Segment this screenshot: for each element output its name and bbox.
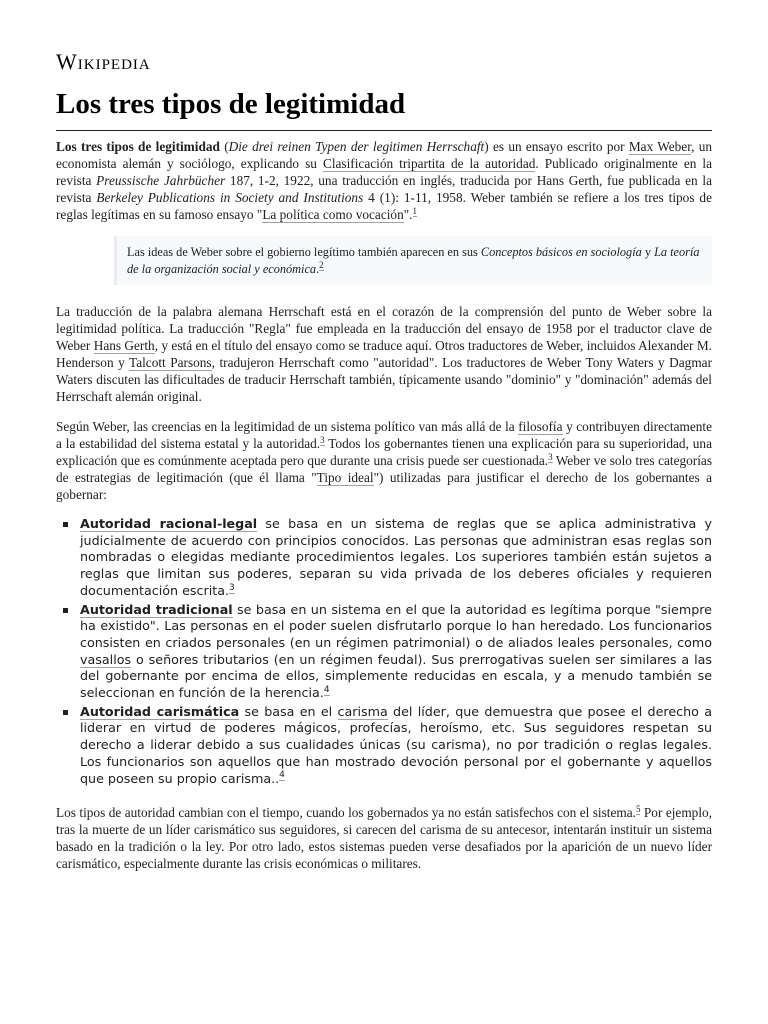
text: . xyxy=(316,262,320,276)
reference-3[interactable]: 3 xyxy=(320,434,325,445)
link-clasificacion-tripartita[interactable]: Clasificación tripartita de la autoridad xyxy=(322,156,536,171)
link-carisma[interactable]: carisma xyxy=(337,703,388,719)
link-talcott-parsons[interactable]: Talcott Parsons xyxy=(129,355,212,370)
reference-1[interactable]: 1 xyxy=(412,205,417,216)
text: La traducción de la palabra alemana Herrschaft está en el corazón de la comprensión del punto de Weber sobre la legitimidad política. La traducción "Regla" fue empleada en la traducción del ensayo de 1958 por el traductor clave de Weber xyxy=(56,304,712,353)
text: se basa en un sistema de reglas que se aplica administrativa y judicialmente de acuerdo con principios conocidos. Las personas que administran esas reglas son nombradas o elegidas mediante procedimientos legales. Los superiores también están sujetos a reglas que limitan sus poderes, separan su vida privada de los deberes oficiales y requieren documentación escrita. xyxy=(80,516,712,598)
intro-bold-title: Los tres tipos de legitimidad xyxy=(56,139,220,154)
journal-preussische: Preussische Jahrbücher xyxy=(96,173,226,188)
link-filosofia[interactable]: filosofía xyxy=(518,419,563,434)
text: Las ideas de Weber sobre el gobierno legítimo también aparecen en sus xyxy=(127,245,481,259)
list-item xyxy=(80,602,712,702)
translation-paragraph xyxy=(56,303,712,405)
wikipedia-logo[interactable]: Wikipedia xyxy=(56,49,151,74)
text: se basa en un sistema en el que la autoridad es legítima porque "siempre ha existido". Las personas en el poder suelen disfrutarlo porque lo han heredado. Los funcionarios consisten en criados personales (en un régimen patrimonial) o de aliados leales personales, como xyxy=(80,601,712,650)
link-autoridad-tradicional[interactable]: Autoridad tradicional xyxy=(80,601,233,617)
text: . Publicado originalmente en la revista xyxy=(56,156,713,188)
reference-3[interactable]: 3 xyxy=(548,451,553,462)
text: Los tipos de autoridad cambian con el tiempo, cuando los gobernados ya no están satisfechos con el sistema. xyxy=(56,805,636,821)
link-vasallos[interactable]: vasallos xyxy=(80,651,132,667)
text: , tradujeron Herrschaft como "autoridad". Los traductores de Weber Tony Waters y Dagmar Waters discuten las dificultades de traducir Herrschaft también, típicamente usando "dominio" y "dominación" además del Herrschaft alemán original. xyxy=(56,355,712,404)
link-la-politica-como-vocacion[interactable]: La política como vocación xyxy=(262,207,404,222)
text: 187, 1-2, 1922, una traducción en inglés, traducida por Hans Gerth, fue publicada en la revista xyxy=(56,173,712,205)
link-autoridad-racional-legal[interactable]: Autoridad racional-legal xyxy=(80,516,258,531)
text: ) es un ensayo escrito por xyxy=(484,139,629,154)
book-conceptos: Conceptos básicos en sociología xyxy=(480,245,642,259)
legitimacy-paragraph xyxy=(56,418,712,503)
intro-paragraph xyxy=(56,138,712,223)
text: Por ejemplo, tras la muerte de un líder carismático sus seguidores, si carecen del carisma de su antecesor, intentarán instituir un sistema basado en la tradición o la ley. Por otro lado, estos sistemas pueden verse desafiados por la aparición de un nuevo líder carismático, especialmente durante las crisis económicas o militares. xyxy=(56,805,712,872)
change-paragraph xyxy=(56,804,712,872)
text: y xyxy=(641,245,655,259)
reference-2[interactable]: 2 xyxy=(319,259,324,270)
link-hans-gerth[interactable]: Hans Gerth xyxy=(93,338,155,353)
german-title: Die drei reinen Typen der legitimen Herrschaft xyxy=(228,139,485,154)
article-body xyxy=(56,138,712,885)
page-title: Los tres tipos de legitimidad xyxy=(56,84,712,131)
text: se basa en el xyxy=(239,703,338,719)
text: Según Weber, las creencias en la legitimidad de un sistema político van más allá de la xyxy=(56,419,519,434)
journal-berkeley: Berkeley Publications in Society and Institutions xyxy=(96,190,364,205)
text: del líder, que demuestra que posee el derecho a liderar en virtud de poderes mágicos, profecías, heroísmo, etc. Sus seguidores respetan su derecho a liderar debido a sus cualidades únicas (su carisma), no por tradición o reglas legales. Los funcionarios son aquellos que han mostrado devoción personal por el gobernante y aquellos que poseen su propio carisma.. xyxy=(80,703,712,786)
text: , y está en el título del ensayo como se traduce aquí. Otros traductores de Weber, incluidos Alexander M. Henderson y xyxy=(56,338,712,370)
text: Todos los gobernantes tienen una explicación para su superioridad, una explicación que es comúnmente aceptada pero que durante una crisis puede ser cuestionada. xyxy=(56,436,712,468)
link-tipo-ideal[interactable]: Tipo ideal xyxy=(316,470,374,485)
text: ". xyxy=(403,207,413,222)
list-item xyxy=(80,516,712,600)
list-item xyxy=(80,704,712,788)
link-autoridad-carismatica[interactable]: Autoridad carismática xyxy=(80,703,240,719)
reference-4[interactable]: 4 xyxy=(323,684,330,695)
quote-box xyxy=(114,236,712,285)
text: Weber ve solo tres categorías de estrategias de legitimación (que él llama " xyxy=(56,453,713,485)
text: ") utilizadas para justificar el derecho de los gobernantes a gobernar: xyxy=(56,470,712,502)
text: ( xyxy=(219,139,229,154)
reference-4[interactable]: 4 xyxy=(279,770,285,781)
text: 4 (1): 1-11, 1958. Weber también se refiere a los tres tipos de reglas legítimas en su famoso ensayo " xyxy=(56,190,712,222)
text: , un economista alemán y sociólogo, explicando su xyxy=(56,139,712,171)
authority-types-list xyxy=(56,516,712,787)
book-teoria: La teoría de la organización social y económica xyxy=(127,245,700,276)
reference-5[interactable]: 5 xyxy=(635,803,641,814)
link-max-weber[interactable]: Max Weber xyxy=(628,139,692,154)
reference-3[interactable]: 3 xyxy=(229,582,235,593)
text: y contribuyen directamente a la estabilidad del sistema estatal y la autoridad. xyxy=(56,419,713,451)
text: o señores tributarios (en un régimen feudal). Sus prerrogativas suelen ser similares a las del gobernante por encima de ellos, simplemente reducidas en escala, y a menudo también se seleccionan en función de la herencia. xyxy=(80,651,712,701)
